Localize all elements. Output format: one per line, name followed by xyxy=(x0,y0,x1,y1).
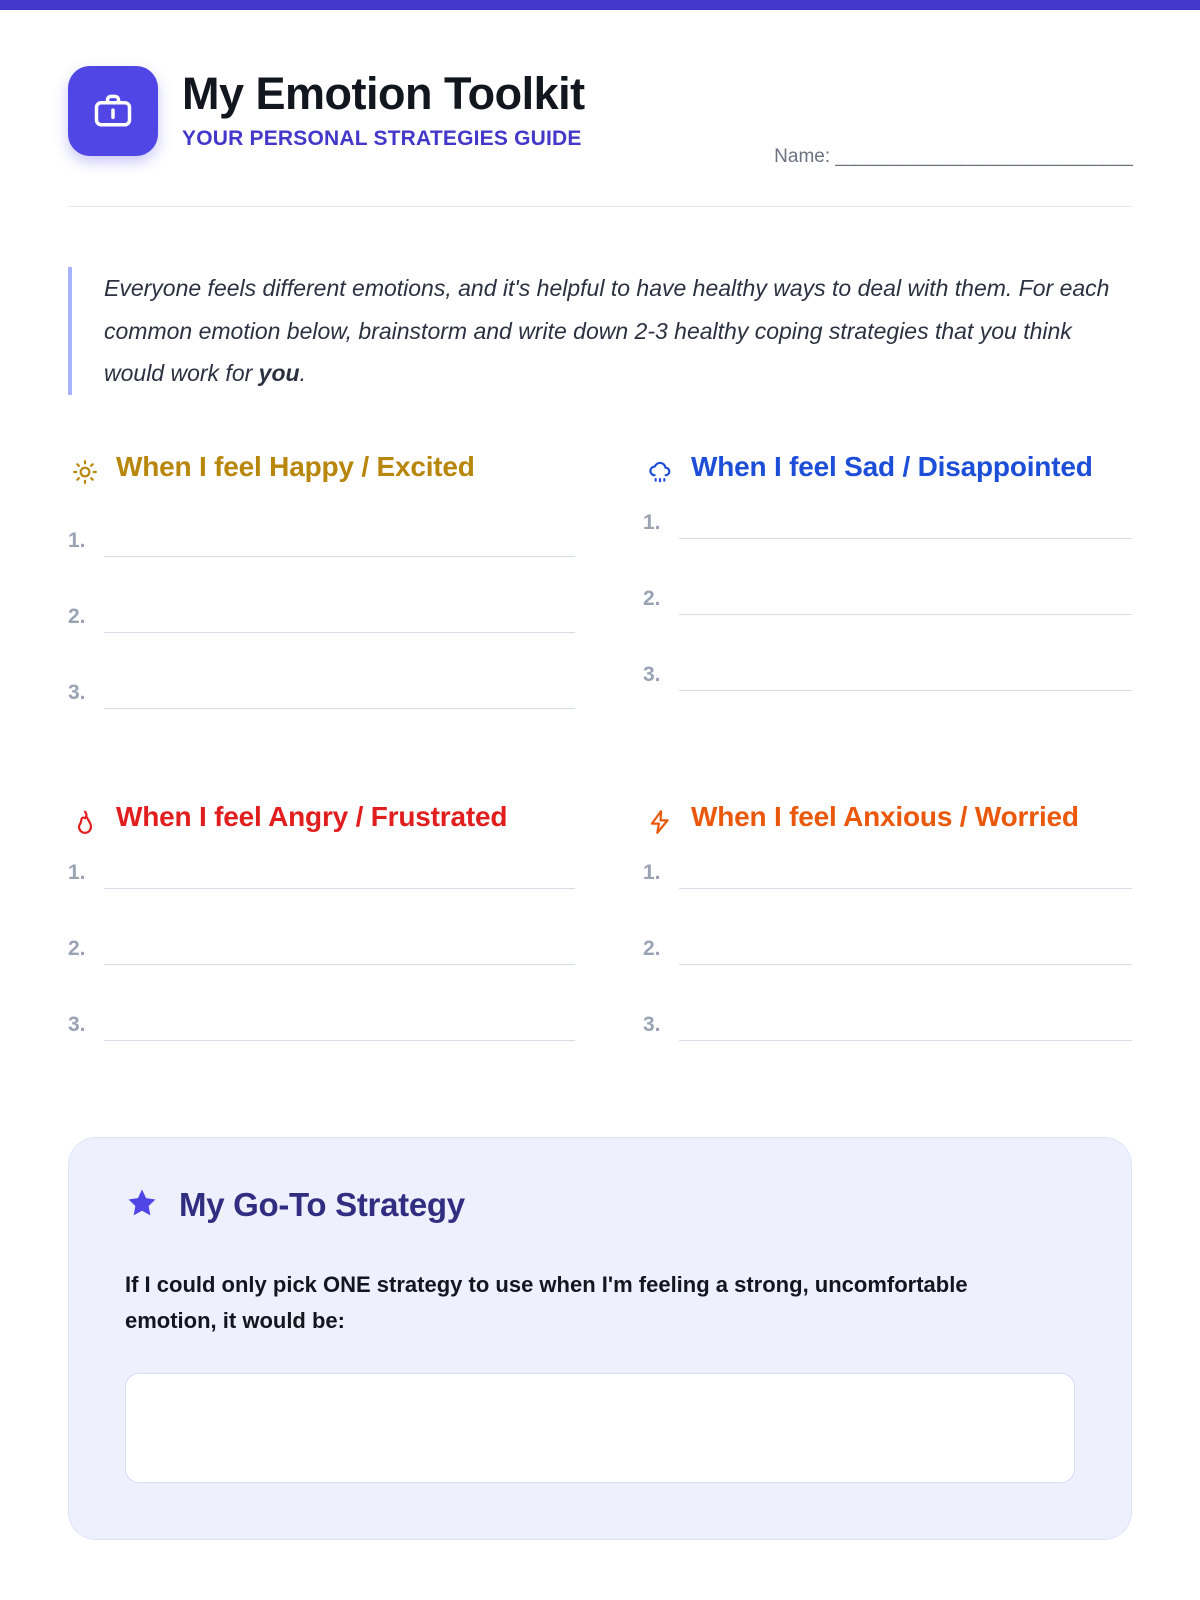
write-line[interactable] xyxy=(679,499,1132,539)
line-number: 1. xyxy=(643,510,661,534)
page-header xyxy=(68,10,1132,167)
emotion-block-angry xyxy=(68,791,575,1077)
line-row[interactable] xyxy=(68,849,575,889)
name-label: Name: xyxy=(774,146,831,167)
emotion-title-sad: When I feel Sad / Disappointed xyxy=(691,450,1093,482)
page-title: My Emotion Toolkit xyxy=(182,68,585,119)
flame-icon xyxy=(68,805,102,839)
line-number: 1. xyxy=(643,860,661,884)
lightning-bolt-icon xyxy=(643,805,677,839)
page-subtitle: YOUR PERSONAL STRATEGIES GUIDE xyxy=(182,127,582,151)
emotion-header-happy xyxy=(68,449,575,489)
line-number: 3. xyxy=(68,1012,86,1036)
emotion-block-happy xyxy=(68,441,575,745)
emotion-title-angry: When I feel Angry / Frustrated xyxy=(116,800,508,832)
write-line[interactable] xyxy=(679,575,1132,615)
emotion-lines-sad xyxy=(643,499,1132,691)
write-line[interactable] xyxy=(104,849,575,889)
emotion-lines-anxious xyxy=(643,849,1132,1041)
line-row[interactable] xyxy=(643,499,1132,539)
line-number: 3. xyxy=(643,662,661,686)
header-text xyxy=(182,66,585,151)
write-line[interactable] xyxy=(679,651,1132,691)
line-row[interactable] xyxy=(68,669,575,709)
line-row[interactable] xyxy=(68,1001,575,1041)
emotion-grid xyxy=(68,441,1132,1077)
line-number: 3. xyxy=(68,680,86,704)
intro-text-part2: . xyxy=(299,360,306,387)
line-row[interactable] xyxy=(643,1001,1132,1041)
goto-strategy-card xyxy=(68,1137,1132,1541)
emotion-block-anxious xyxy=(625,791,1132,1077)
goto-strategy-answer-box[interactable] xyxy=(125,1373,1075,1483)
goto-strategy-title: My Go-To Strategy xyxy=(179,1186,465,1224)
toolbox-icon xyxy=(68,66,158,156)
top-accent-bar xyxy=(0,0,1200,10)
line-row[interactable] xyxy=(643,849,1132,889)
star-icon xyxy=(125,1186,159,1225)
worksheet-page xyxy=(0,10,1200,1540)
name-write-line[interactable]: _______________________________ xyxy=(835,146,1132,167)
line-row[interactable] xyxy=(68,517,575,557)
emotion-lines-happy xyxy=(68,517,575,709)
write-line[interactable] xyxy=(104,517,575,557)
goto-strategy-prompt: If I could only pick ONE strategy to use when I'm feeling a strong, uncomfortable emotion, it would be: xyxy=(125,1271,968,1333)
intro-emphasis: you xyxy=(258,360,300,387)
emotion-header-sad xyxy=(643,449,1132,489)
name-field[interactable] xyxy=(774,146,1132,168)
header-divider xyxy=(68,206,1132,207)
line-row[interactable] xyxy=(643,575,1132,615)
write-line[interactable] xyxy=(679,1001,1132,1041)
emotion-header-anxious xyxy=(643,799,1132,839)
write-line[interactable] xyxy=(104,669,575,709)
intro-text xyxy=(104,267,1132,395)
line-number: 2. xyxy=(68,604,86,628)
goto-strategy-header xyxy=(125,1186,1075,1225)
line-number: 2. xyxy=(68,936,86,960)
intro-block xyxy=(68,267,1132,395)
line-row[interactable] xyxy=(68,925,575,965)
emotion-header-angry xyxy=(68,799,575,839)
emotion-title-happy: When I feel Happy / Excited xyxy=(116,450,475,482)
emotion-lines-angry xyxy=(68,849,575,1041)
line-number: 1. xyxy=(68,528,86,552)
write-line[interactable] xyxy=(679,849,1132,889)
write-line[interactable] xyxy=(104,1001,575,1041)
sun-icon xyxy=(68,455,102,489)
intro-text-part1: Everyone feels different emotions, and it's helpful to have healthy ways to deal with them. For each common emotion below, brainstorm and write down 2-3 healthy coping strategies that you think would work for xyxy=(104,275,1110,387)
line-row[interactable] xyxy=(643,925,1132,965)
line-number: 2. xyxy=(643,936,661,960)
write-line[interactable] xyxy=(104,593,575,633)
write-line[interactable] xyxy=(104,925,575,965)
line-row[interactable] xyxy=(643,651,1132,691)
write-line[interactable] xyxy=(679,925,1132,965)
line-row[interactable] xyxy=(68,593,575,633)
line-number: 1. xyxy=(68,860,86,884)
emotion-block-sad xyxy=(625,441,1132,745)
rain-cloud-icon xyxy=(643,455,677,489)
line-number: 2. xyxy=(643,586,661,610)
line-number: 3. xyxy=(643,1012,661,1036)
emotion-title-anxious: When I feel Anxious / Worried xyxy=(691,800,1079,832)
